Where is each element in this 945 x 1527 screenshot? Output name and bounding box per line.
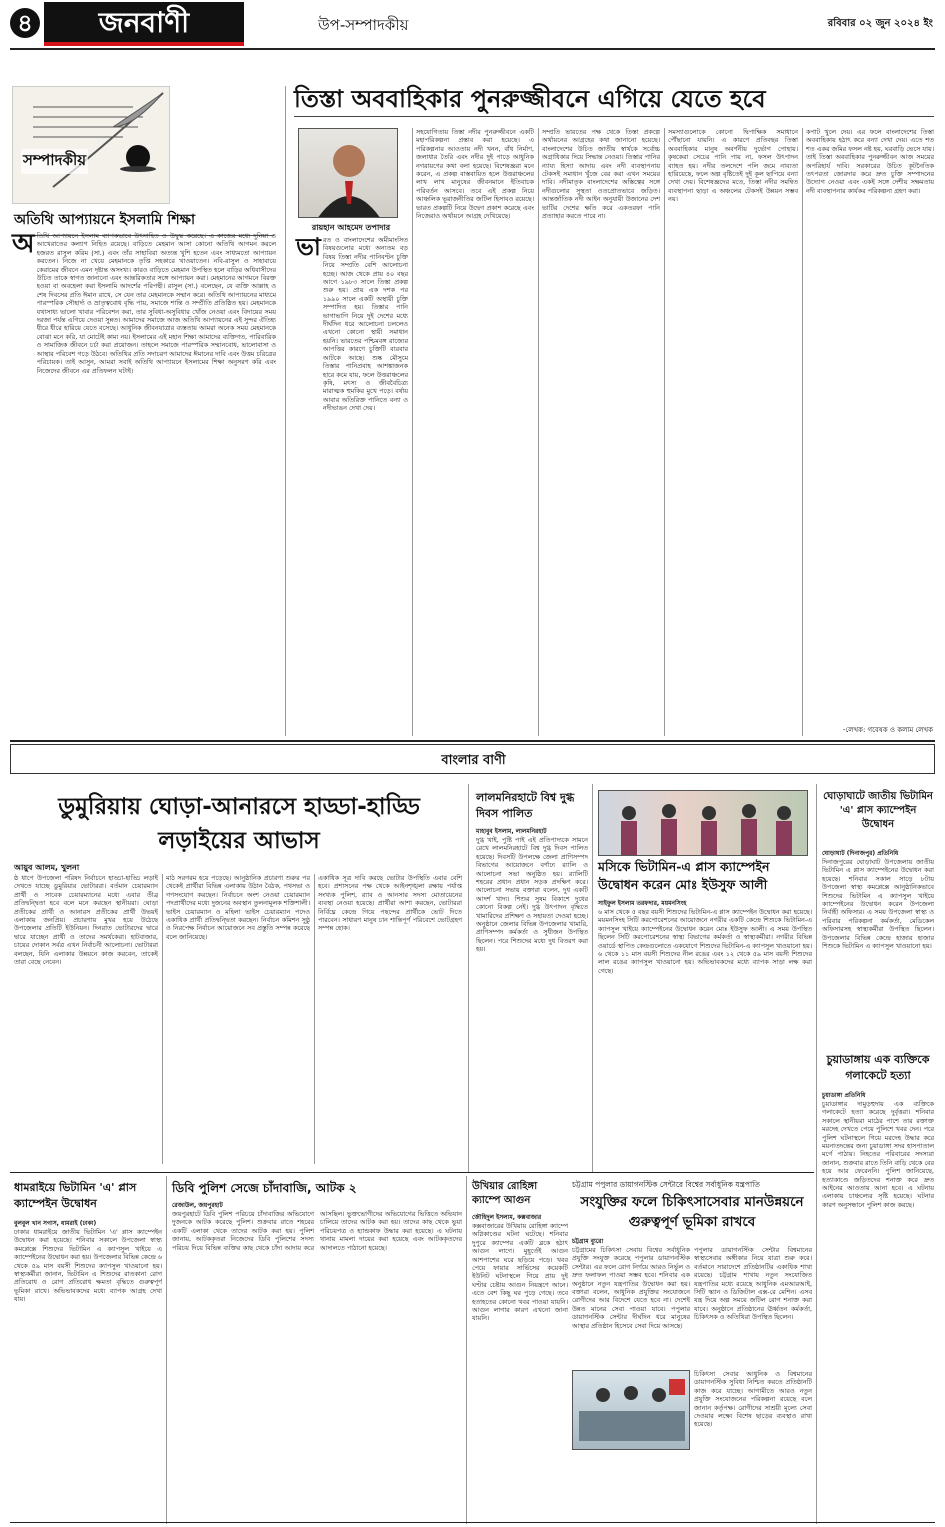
lead-article-title: তিস্তা অববাহিকার পুনরুজ্জীবনে এগিয়ে যেতে হবে bbox=[294, 82, 934, 117]
editorial-divider bbox=[285, 86, 286, 736]
lead-col-rule-4 bbox=[802, 128, 803, 736]
lower-divider-5 bbox=[466, 1176, 467, 1524]
lead-article-body-3: সম্প্রতি ভারতের পক্ষ থেকে তিস্তা প্রকল্পে অর্থায়নের আগ্রহের কথা জানানো হয়েছে। বাংলাদেশের উচিত জাতীয় স্বার্থকে সর্বোচ্চ অগ্রাধিকার দিয়ে সিদ্ধান্ত নেওয়া। তিস্তার পানির ন্যায্য হিস্যা আদায় এবং নদী ব্যবস্থাপনায় টেকসই সমাধান খুঁজে বের করা এখন সময়ের দাবি। নদীমাতৃক বাংলাদেশের অস্তিত্বের সঙ্গে নদীগুলোর সুস্থতা ওতপ্রোতভাবে জড়িত। আন্তর্জাতিক নদী আইন অনুযায়ী উজানের দেশ ভাটির দেশের ক্ষতি করে একতরফা পানি প্রত্যাহার করতে পারে না। bbox=[542, 128, 660, 221]
editorial-body: তিথি আপ্যায়নে ইসলাম ব্যাপকভাবে উৎসাহিত ও উদ্বুদ্ধ করেছে। এ কাজের মধ্যে দুনিয়া ও আখেরাতের কল্যাণ নিহিত রয়েছে। বাড়িতে মেহমান আসা কোনো অতিথি আগমন করলে হজরত রাসুল করিম (সা.) এবং তাঁর সাহাবিরা অত্যন্ত খুশি হতেন এবং সাধ্যমতো আপ্যায়ন করতেন। নিজে না খেয়ে মেহমানকে তৃপ্তি সহকারে খাওয়াতেন। নবি-রাসুল ও সাহাবায়ে কেরামের জীবনে এমন দৃষ্টান্ত অসংখ্য। কারও বাড়িতে মেহমান উপস্থিত হলে বাড়ির অধিবাসীদের উচিত তাকে স্বাগত জানানো এবং আন্তরিকতার সঙ্গে আপ্যায়ন করা। মেহমানের আগমনে বিরক্ত হওয়া বা অবহেলা করা ইসলামি আদর্শের পরিপন্থী। রাসুল (সা.) বলেছেন, যে ব্যক্তি আল্লাহ ও শেষ দিবসের প্রতি ঈমান রাখে, সে যেন তার মেহমানকে সম্মান করে। অতিথি আপ্যায়নের মাধ্যমে পারস্পরিক সৌহার্দ্য ও ভ্রাতৃত্ববোধ বৃদ্ধি পায়, সমাজে শান্তি ও সম্প্রীতি প্রতিষ্ঠিত হয়। মেহমানকে যথাসাধ্য ভালো খাবার পরিবেশন করা, তার সুবিধা-অসুবিধার খোঁজ নেওয়া এবং বিদায়ের সময় দরজা পর্যন্ত এগিয়ে দেওয়া সুন্নত। আমাদের সমাজে আজ অতিথি আপ্যায়নের এই সুন্দর ঐতিহ্য ধীরে ধীরে হারিয়ে যেতে বসেছে। আধুনিক জীবনযাত্রার ব্যস্ততায় আমরা অনেক সময় মেহমানকে বোঝা মনে করি, যা মোটেই কাম্য নয়। ইসলামের এই মহান শিক্ষা আমাদের ব্যক্তিগত, পারিবারিক ও সামাজিক জীবনে চর্চা করা প্রয়োজন। তাহলে সমাজে পারস্পরিক সম্মানবোধ, ভালোবাসা ও আস্থার পরিবেশ গড়ে উঠবে। অতিথির প্রতি সদাচরণ আমাদের ঈমানের দাবি এবং উত্তম চরিত্রের পরিচায়ক। তাই আসুন, আমরা সবাই অতিথি আপ্যায়নে ইসলামের শিক্ষা অনুসরণ করি এবং নিজেদের জীবনে এর প্রতিফলন ঘটাই। bbox=[36, 232, 276, 375]
masik-title bbox=[598, 858, 808, 894]
dibi-title: ডিবি পুলিশ সেজে চাঁদাবাজি, আটক ২ bbox=[172, 1181, 357, 1195]
masik-photo bbox=[598, 790, 808, 856]
dumuria-body: ষ্ঠ ধাপে উপজেলা পরিষদ নির্বাচনে হাড্ডা-হাড্ডি লড়াই দেখতে যাচ্ছে ডুমুরিয়ার ভোটাররা। বর্তমান চেয়ারম্যান প্রার্থী ও সাবেক চেয়ারম্যানের মধ্যে এবার তীব্র প্রতিদ্বন্দ্বিতা হবে বলে মনে করছেন স্থানীয়রা। ঘোড়া প্রতীকের প্রার্থী ও আনারস প্রতীকের প্রার্থী উভয়ই এলাকায় জনপ্রিয়। প্রচারণায় মুখর হয়ে উঠেছে উপজেলার প্রতিটি ইউনিয়ন। দিনরাত ভোটারদের দ্বারে দ্বারে যাচ্ছেন প্রার্থী ও তাদের সমর্থকেরা। হাটবাজার, চায়ের দোকান সর্বত্র এখন নির্বাচনী আলোচনা। ভোটাররা বলছেন, যিনি এলাকার উন্নয়নে কাজ করবেন, তাকেই তারা বেছে নেবেন। bbox=[14, 874, 158, 967]
dumuria-col-rule-1 bbox=[162, 874, 163, 1164]
dumuria-col-rule-2 bbox=[314, 874, 315, 1164]
editorial-illustration bbox=[12, 86, 170, 204]
ukhiya-byline: জৌহিদুল ইসলাম, কক্সবাজার bbox=[472, 1214, 542, 1221]
logo-text: জনবাণী bbox=[98, 6, 190, 39]
author-portrait-icon bbox=[299, 129, 398, 218]
masthead-rule bbox=[10, 48, 935, 50]
hospital-equipment-icon bbox=[573, 1371, 690, 1450]
author-photo bbox=[298, 128, 398, 218]
newspaper-logo bbox=[44, 2, 244, 46]
chattogram-byline: চট্টগ্রাম ব্যুরো bbox=[572, 1238, 604, 1245]
lead-article-author: রায়হান আহমেদ তপাদার bbox=[311, 223, 391, 232]
quill-pen-icon bbox=[13, 87, 170, 204]
chattogram-body-3: চিকিৎসা সেবার আধুনিক ও বিশ্বমানের ডায়াগনস্টিক সুবিধা নিশ্চিত করতে প্রতিষ্ঠানটি কাজ করে যাচ্ছে। আগামীতে আরও নতুন প্রযুক্তি সংযোজনের পরিকল্পনা রয়েছে বলে জানান কর্তৃপক্ষ। রোগীদের সাশ্রয়ী মূল্যে সেবা দেওয়ার লক্ষ্যে বিশেষ ছাড়ের ব্যবস্থাও রাখা হয়েছে। bbox=[694, 1370, 812, 1429]
chuadanga-title: চুয়াডাঙ্গায় এক ব্যক্তিকে গলাকেটে হত্যা bbox=[826, 1053, 930, 1082]
chattogram-headline bbox=[572, 1192, 812, 1232]
chattogram-title-line2: গুরুত্বপূর্ণ ভূমিকা রাখবে bbox=[628, 1214, 756, 1230]
dhamrai-body: ঢাকার ধামরাইয়ে জাতীয় ভিটামিন 'এ' প্লাস ক্যাম্পেইন উদ্বোধন করা হয়েছে। শনিবার সকালে উপজেলা স্বাস্থ্য কমপ্লেক্সে শিশুদের ভিটামিন এ ক্যাপসুল খাইয়ে এ ক্যাম্পেইনের উদ্বোধন করা হয়। উপজেলার বিভিন্ন কেন্দ্রে ৬ থেকে ৫৯ মাস বয়সী শিশুদের ক্যাপসুল খাওয়ানো হয়। স্বাস্থ্যকর্মীরা জানান, ভিটামিন এ শিশুদের রাতকানা রোগ প্রতিরোধ ও রোগ প্রতিরোধ ক্ষমতা বৃদ্ধিতে গুরুত্বপূর্ণ ভূমিকা রাখে। অভিভাবকদের মধ্যে ব্যাপক আগ্রহ দেখা যায়। bbox=[14, 1228, 162, 1304]
editorial-label: সম্পাদকীয় bbox=[21, 149, 88, 174]
page-bottom-rule bbox=[10, 1522, 935, 1523]
dhamrai-title: ধামরাইয়ে ভিটামিন 'এ' প্লাস ক্যাম্পেইন উদ্বোধন bbox=[14, 1181, 137, 1210]
section-bar bbox=[10, 744, 935, 774]
dibi-byline: রেজাউল, জয়পুরহাট bbox=[172, 1202, 223, 1209]
ghoraghat-body: দিনাজপুরের ঘোড়াঘাট উপজেলায় জাতীয় ভিটামিন এ প্লাস ক্যাম্পেইনের উদ্বোধন করা হয়েছে। শনিবার সকাল সাড়ে ৮টায় উপজেলা স্বাস্থ্য কমপ্লেক্সে আনুষ্ঠানিকভাবে শিশুদের ভিটামিন এ ক্যাপসুল খাইয়ে ক্যাম্পেইনের উদ্বোধন করেন উপজেলা নির্বাহী অফিসার। এ সময় উপজেলা স্বাস্থ্য ও পরিবার পরিকল্পনা কর্মকর্তা, মেডিকেল অফিসারসহ স্বাস্থ্যকর্মীরা উপস্থিত ছিলেন। উপজেলার বিভিন্ন কেন্দ্রে হাজার হাজার শিশুকে ভিটামিন এ ক্যাপসুল খাওয়ানো হয়। bbox=[822, 858, 934, 951]
lalmonirhat-body: দুগ্ধ খাই, পুষ্টি পাই এই প্রতিপাদ্যকে সামনে রেখে লালমনিরহাটে বিশ্ব দুগ্ধ দিবস পালিত হয়েছে। দিবসটি উপলক্ষে জেলা প্রাণিসম্পদ বিভাগের আয়োজনে বর্ণাঢ্য র‌্যালি ও আলোচনা সভা অনুষ্ঠিত হয়। র‌্যালিটি শহরের প্রধান প্রধান সড়ক প্রদক্ষিণ করে। আলোচনা সভায় বক্তারা বলেন, দুধ একটি আদর্শ খাদ্য। শিশুর সুষম বিকাশে দুধের কোনো বিকল্প নেই। দুগ্ধ উৎপাদন বৃদ্ধিতে খামারিদের প্রশিক্ষণ ও সহায়তা দেওয়া হচ্ছে। অনুষ্ঠানে জেলার বিভিন্ন উপজেলার খামারি, প্রাণিসম্পদ কর্মকর্তা ও সুধীজন উপস্থিত ছিলেন। পরে শিশুদের মধ্যে দুধ বিতরণ করা হয়। bbox=[476, 836, 588, 954]
lead-article-body-1: রত ও বাংলাদেশের অমীমাংসিত বিষয়গুলোর মধ্যে অন্যতম বড় বিষয় তিস্তা নদীর পানিবণ্টন চুক্তি নিয়ে সম্প্রতি বেশি আলোচনা হচ্ছে। আজ থেকে প্রায় ৪০ বছর আগে ১৯৮৩ সালে তিস্তা প্রকল্প শুরু হয়। প্রায় এক দশক পর ১৯৯০ সালে একটি অস্থায়ী চুক্তি সম্পাদিত হয়। তিস্তার পানি ভাগাভাগি নিয়ে দুই দেশের মধ্যে দীর্ঘদিন ধরে আলোচনা চললেও এখনো কোনো স্থায়ী সমাধান হয়নি। ভারতের পশ্চিমবঙ্গ রাজ্যের আপত্তির কারণে চুক্তিটি বারবার আটকে আছে। শুষ্ক মৌসুমে তিস্তার পানিপ্রবাহ আশঙ্কাজনক হারে কমে যায়, ফলে উত্তরাঞ্চলের কৃষি, মৎস্য ও জীববৈচিত্র্য মারাত্মক হুমকির মুখে পড়ে। বর্ষায় আবার অতিরিক্ত পানিতে বন্যা ও নদীভাঙন দেখা দেয়। bbox=[322, 236, 408, 413]
dumuria-title-line2: লড়াইয়ের আভাস bbox=[158, 828, 320, 854]
dumuria-body-2: মাঠ সরগরম হয়ে পড়েছে। আনুষ্ঠানিক প্রচারণা শুরুর পর থেকেই প্রার্থীরা বিভিন্ন এলাকায় উঠান বৈঠক, পথসভা ও গণসংযোগ করছেন। নির্বাচনে অংশ নেওয়া চেয়ারম্যান পদপ্রার্থীদের মধ্যে দুজনের অবস্থান তুলনামূলক শক্তিশালী। ভাইস চেয়ারম্যান ও মহিলা ভাইস চেয়ারম্যান পদেও একাধিক প্রার্থী প্রতিদ্বন্দ্বিতা করছেন। নির্বাচন কমিশন সুষ্ঠু ও নিরপেক্ষ নির্বাচন আয়োজনে সব প্রস্তুতি সম্পন্ন করেছে বলে জানিয়েছে। bbox=[166, 874, 310, 941]
chuadanga-byline: চুয়াডাঙ্গা প্রতিনিধি bbox=[822, 1092, 866, 1099]
dumuria-title-line1: ডুমুরিয়ায় ঘোড়া-আনারসে হাড্ডা-হাড্ডি bbox=[58, 794, 420, 820]
chuadanga-body: চুয়াডাঙ্গার দামুড়হুদায় এক ব্যক্তিকে গলাকেটে হত্যা করেছে দুর্বৃত্তরা। শনিবার সকালে স্থানীয়রা মাঠের পাশে তার রক্তাক্ত মরদেহ দেখতে পেয়ে পুলিশে খবর দেন। পরে পুলিশ ঘটনাস্থলে গিয়ে মরদেহ উদ্ধার করে ময়নাতদন্তের জন্য চুয়াডাঙ্গা সদর হাসপাতাল মর্গে পাঠায়। নিহতের পরিবারের সদস্যরা জানান, শুক্রবার রাতে তিনি বাড়ি থেকে বের হয়ে আর ফেরেননি। পুলিশ জানিয়েছে, হত্যাকাণ্ডে জড়িতদের শনাক্ত করে দ্রুত আইনের আওতায় আনা হবে। এ ঘটনায় এলাকায় চাঞ্চল্যের সৃষ্টি হয়েছে। ঘটনার কারণ অনুসন্ধানে পুলিশ কাজ করছে। bbox=[822, 1100, 934, 1209]
lower-divider-1 bbox=[468, 784, 469, 1172]
lead-col-rule-3 bbox=[664, 128, 665, 736]
ukhiya-title: উখিয়ার রোহিঙ্গা ক্যাম্পে আগুন bbox=[472, 1181, 538, 1206]
lower-divider-4 bbox=[166, 1176, 167, 1524]
dumuria-body-3: একাধিক সূত্র দাবি করছে ভোটার উপস্থিতি এবার বেশি হবে। প্রশাসনের পক্ষ থেকে আইনশৃঙ্খলা রক্ষায় পর্যাপ্ত সংখ্যক পুলিশ, র‌্যাব ও আনসার সদস্য মোতায়েনের ব্যবস্থা নেওয়া হয়েছে। প্রার্থীরা আশা করছেন, ভোটাররা নির্বিঘ্নে কেন্দ্রে গিয়ে পছন্দের প্রার্থীকে ভোট দিতে পারবেন। সাধারণ মানুষ চান শান্তিপূর্ণ পরিবেশে ভোটগ্রহণ সম্পন্ন হোক। bbox=[318, 874, 462, 933]
section-title: উপ-সম্পাদকীয় bbox=[318, 16, 409, 34]
lower-row-rule bbox=[10, 1172, 814, 1173]
lead-col-rule-2 bbox=[538, 128, 539, 736]
chattogram-title-line1: সংযুক্তির ফলে চিকিৎসাসেবার মানউন্নয়নে bbox=[580, 1194, 804, 1210]
people-group-icon bbox=[599, 791, 808, 856]
ghoraghat-byline: ঘোড়াঘাট (দিনাজপুর) প্রতিনিধি bbox=[822, 850, 899, 857]
editorial-title: অতিথি আপ্যায়নে ইসলামি শিক্ষা bbox=[14, 208, 274, 236]
chattogram-body-2: পপুলার ডায়াগনস্টিক সেন্টার বিশ্বমানের স্বাস্থ্যসেবার অঙ্গীকার নিয়ে যাত্রা শুরু করে। বর্তমানে সারাদেশে প্রতিষ্ঠানটির একাধিক শাখা রয়েছে। চট্টগ্রাম শাখায় নতুন সংযোজিত যন্ত্রপাতির মধ্যে রয়েছে আধুনিক এমআরআই, সিটি স্ক্যান ও ডিজিটাল এক্স-রে মেশিন। এসব যন্ত্র দিয়ে অল্প সময়ে জটিল রোগ শনাক্ত করা যাবে। অনুষ্ঠানে প্রতিষ্ঠানের ঊর্ধ্বতন কর্মকর্তা, চিকিৎসক ও অতিথিরা উপস্থিত ছিলেন। bbox=[694, 1246, 812, 1322]
masthead bbox=[0, 0, 945, 64]
masik-title-line1: মসিকে ভিটামিন-এ প্লাস ক্যাম্পেইন bbox=[598, 859, 770, 874]
ghoraghat-title: ঘোড়াঘাটে জাতীয় ভিটামিন 'এ' প্লাস ক্যাম্পেইন উদ্বোধন bbox=[823, 791, 933, 830]
dumuria-byline: আয়ুব আলম, খুলনা bbox=[14, 863, 80, 872]
lalmonirhat-byline: মাহাবুব ইসলাম, লালমনিরহাট bbox=[476, 828, 547, 835]
dibi-body: জয়পুরহাটে ডিবি পুলিশ পরিচয়ে চাঁদাবাজির অভিযোগে দুজনকে আটক করেছে পুলিশ। শুক্রবার রাতে শহরের একটি এলাকা থেকে তাদের আটক করা হয়। পুলিশ জানায়, আটককৃতরা নিজেদের ডিবি পুলিশের সদস্য পরিচয় দিয়ে বিভিন্ন ব্যক্তির কাছ থেকে চাঁদা আদায় করে আসছিল। ভুক্তভোগীদের অভিযোগের ভিত্তিতে অভিযান চালিয়ে তাদের আটক করা হয়। তাদের কাছ থেকে ভুয়া পরিচয়পত্র ও হ্যান্ডকাফ উদ্ধার করা হয়েছে। এ ঘটনায় থানায় মামলা দায়ের করা হয়েছে এবং আটককৃতদের আদালতে পাঠানো হয়েছে। bbox=[172, 1210, 462, 1252]
lalmonirhat-title: লালমনিরহাটে বিশ্ব দুগ্ধ দিবস পালিত bbox=[476, 791, 575, 820]
lower-divider-2 bbox=[592, 784, 593, 1172]
editorial-drop-cap: অ bbox=[12, 229, 35, 259]
lead-article-footer: -লেখক: গবেষক ও কলাম লেখক bbox=[842, 726, 933, 734]
section-bar-label: বাংলার বাণী bbox=[441, 753, 506, 768]
lead-article-body-5: কপাট খুলে দেয়। এর ফলে বাংলাদেশের তিস্তা অববাহিকায় হঠাৎ করে বন্যা দেখা দেয়। এতে শত শত একর জমির ফসল নষ্ট হয়, ঘরবাড়ি ভেসে যায়। তাই তিস্তা অববাহিকার পুনরুজ্জীবন আজ সময়ের অপরিহার্য দাবি। সরকারের উচিত কূটনৈতিক তৎপরতা জোরদার করে দ্রুত চুক্তি সম্পাদনের উদ্যোগ নেওয়া এবং একই সঙ্গে দেশীয় সক্ষমতায় নদী ব্যবস্থাপনার কার্যকর পরিকল্পনা গ্রহণ করা। bbox=[806, 128, 934, 195]
dhamrai-byline: বুলবুল খান সগাস, ধামরাই (ঢাকা) bbox=[14, 1220, 97, 1227]
masik-byline: সাইফুল ইসলাম তরফদার, ময়মনসিংহ bbox=[598, 900, 687, 907]
lead-article-body-2: সহযোগিতায় তিস্তা নদীর পুনরুজ্জীবনে একটি মহাপরিকল্পনা প্রস্তাব করা হয়েছে। এ পরিকল্পনার আওতায় নদী খনন, বাঁধ নির্মাণ, জলাধার তৈরি এবং নদীর দুই পাড়ে আধুনিক নগরায়ণের কথা বলা হয়েছে। বিশেষজ্ঞরা মনে করেন, এ প্রকল্প বাস্তবায়িত হলে উত্তরাঞ্চলের লাখ লাখ মানুষের জীবনমানে ইতিবাচক পরিবর্তন আসবে। তবে এই প্রকল্প নিয়ে আঞ্চলিক ভূরাজনীতির জটিল হিসাবও রয়েছে। ভারত প্রকল্পটি নিয়ে উদ্বেগ প্রকাশ করেছে এবং নিজেরাও অর্থায়নে আগ্রহ দেখিয়েছে। bbox=[416, 128, 534, 221]
issue-date: রবিবার ০২ জুন ২০২৪ ইং bbox=[827, 18, 933, 29]
lower-divider-3 bbox=[816, 784, 817, 1524]
chattogram-photo bbox=[572, 1370, 690, 1450]
lead-article-col1 bbox=[296, 233, 408, 736]
lead-article-body-4: সমস্যাগুলোকে কোনো দ্বিপাক্ষিক সমাধানে পৌঁছানো যায়নি। এ কারণে প্রতিবছর তিস্তা অববাহিকার মানুষ অবর্ণনীয় দুর্ভোগ পোহায়। কৃষকেরা সেচের পানি পায় না, ফসল উৎপাদন ব্যাহত হয়। নদীর তলদেশে পলি জমে নাব্যতা হারিয়েছে, ফলে অল্প বৃষ্টিতেই দুই কূল ছাপিয়ে বন্যা দেখা দেয়। বিশেষজ্ঞদের মতে, তিস্তা নদীর সমন্বিত ব্যবস্থাপনা ছাড়া এ অঞ্চলের টেকসই উন্নয়ন সম্ভব নয়। bbox=[668, 128, 798, 204]
dumuria-title bbox=[14, 790, 464, 858]
masik-body: ৬ মাস থেকে ৫ বছর বয়সী শিশুদের ভিটামিন-এ প্লাস ক্যাম্পেইন উদ্বোধন করা হয়েছে। ময়মনসিংহ সিটি করপোরেশনের আয়োজনে নগরীর একটি কেন্দ্রে শিশুকে ভিটামিন-এ ক্যাপসুল খাইয়ে ক্যাম্পেইনের উদ্বোধন করেন মোঃ ইউসুফ আলী। এ সময় উপস্থিত ছিলেন সিটি করপোরেশনের স্বাস্থ্য বিভাগের কর্মকর্তা ও স্বাস্থ্যকর্মীরা। নগরীর বিভিন্ন ওয়ার্ডে স্থাপিত কেন্দ্রগুলোতে একযোগে শিশুদের ভিটামিন-এ ক্যাপসুল খাওয়ানো হয়। ৬ থেকে ১১ মাস বয়সী শিশুদের নীল রঙের এবং ১২ থেকে ৫৯ মাস বয়সী শিশুদের লাল রঙের ক্যাপসুল খাওয়ানো হয়। অভিভাবকদের মধ্যে ব্যাপক সাড়া লক্ষ করা গেছে। bbox=[598, 908, 812, 975]
lead-col-rule-1 bbox=[412, 128, 413, 736]
section-rule-top bbox=[10, 740, 935, 742]
page-number-badge bbox=[10, 8, 40, 38]
masik-title-line2: উদ্বোধন করেন মোঃ ইউসুফ আলী bbox=[598, 877, 768, 892]
ukhiya-body: কক্সবাজারের উখিয়ায় রোহিঙ্গা ক্যাম্পে অগ্নিকাণ্ডের ঘটনা ঘটেছে। শনিবার দুপুরে ক্যাম্পের একটি ব্লকে হঠাৎ আগুন লাগে। মুহূর্তেই আগুন আশপাশের ঘরে ছড়িয়ে পড়ে। খবর পেয়ে ফায়ার সার্ভিসের কয়েকটি ইউনিট ঘটনাস্থলে গিয়ে প্রায় দুই ঘণ্টার চেষ্টায় আগুন নিয়ন্ত্রণে আনে। এতে বেশ কিছু ঘর পুড়ে গেছে। তবে হতাহতের কোনো খবর পাওয়া যায়নি। আগুন লাগার কারণ এখনো জানা যায়নি। bbox=[472, 1222, 568, 1323]
lead-drop-cap: ভা bbox=[296, 233, 321, 261]
editorial-body-block bbox=[12, 229, 276, 732]
chattogram-body: চট্টগ্রামের চিকিৎসা সেবায় বিশ্বের সর্বাধুনিক প্রযুক্তি সংযুক্ত করেছে পপুলার ডায়াগনস্টিক সেন্টার। এর ফলে রোগ নির্ণয়ে আরও নির্ভুল ও দ্রুত ফলাফল পাওয়া সম্ভব হবে। শনিবার এক অনুষ্ঠানে নতুন যন্ত্রপাতির উদ্বোধন করা হয়। বক্তারা বলেন, আধুনিক প্রযুক্তির সংযোজনে রোগীদের আর বিদেশে যেতে হবে না। দেশেই উন্নত মানের সেবা পাওয়া যাবে। পপুলার ডায়াগনস্টিক সেন্টার দীর্ঘদিন ধরে মানুষের আস্থার প্রতিষ্ঠান হিসেবে সেবা দিয়ে আসছে। bbox=[572, 1246, 690, 1330]
page-number: ৪ bbox=[17, 9, 33, 37]
chattogram-kicker: চট্টগ্রাম পপুলার ডায়াগনস্টিক সেন্টারে বিশ্বের সর্বাধুনিক যন্ত্রপাতি bbox=[572, 1180, 760, 1189]
